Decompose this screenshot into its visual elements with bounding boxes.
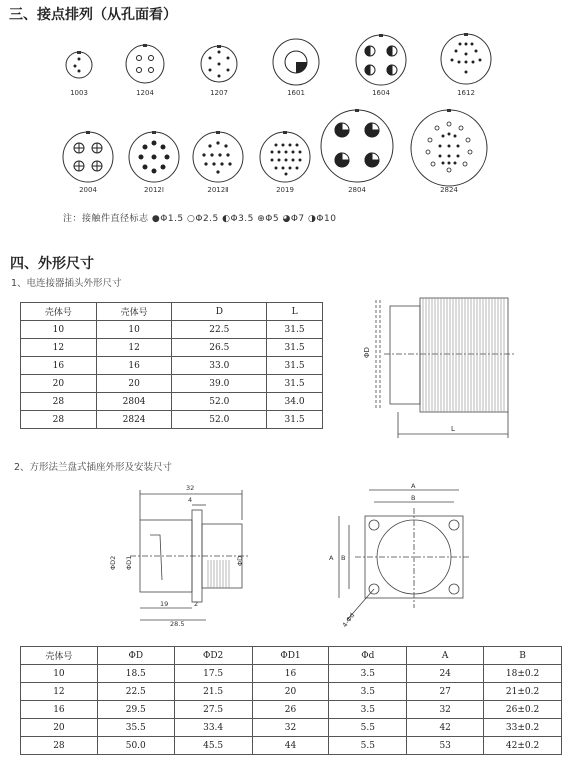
table-cell: 16 [21,701,98,719]
plug-dimension-table [20,302,323,429]
table-cell: 33.0 [172,357,267,375]
contact-label: 2012Ⅱ [207,186,229,194]
table-row [21,339,323,357]
table-row [21,683,562,701]
dim-a-side: A [329,554,334,562]
dim-b-side: B [341,554,346,562]
contact-label: 2012Ⅰ [144,186,164,194]
table-cell: 31.5 [267,411,323,429]
table-cell: 21±0.2 [484,683,562,701]
table-cell: 27.5 [174,701,252,719]
table-cell: 28 [21,737,98,755]
dim-holes: 4-Φd [340,611,357,629]
table-row [21,737,562,755]
contact-label: 2824 [440,186,458,194]
table-row [21,719,562,737]
table-cell: 26±0.2 [484,701,562,719]
contact-label: 1207 [210,89,228,97]
table-cell: 32 [252,719,329,737]
table-cell: 20 [21,719,98,737]
contact-label: 1204 [136,89,154,97]
legend-item: ○Φ2.5 [187,214,219,224]
dim-28-5: 28.5 [170,620,185,628]
contact-1604-outline [356,35,406,85]
table-cell: 2824 [96,411,172,429]
table-cell: 22.5 [97,683,174,701]
table-row [21,375,323,393]
table-cell: 53 [407,737,484,755]
table-cell: 16 [252,665,329,683]
table-cell: 44 [252,737,329,755]
socket-front-drawing [325,480,470,630]
dim-b-top: B [411,494,416,502]
table-cell: 2804 [96,393,172,411]
table-cell: 17.5 [174,665,252,683]
dim-d-label: ΦD [363,347,371,358]
table-row [21,393,323,411]
contact-label: 2019 [276,186,294,194]
table-row [21,665,562,683]
table-cell: 12 [21,339,97,357]
table-cell: 31.5 [267,357,323,375]
part1-caption: 1、电连接器插头外形尺寸 [11,278,122,289]
table-cell: 35.5 [97,719,174,737]
contact-label: 2004 [79,186,97,194]
table-row [21,701,562,719]
table-header: 壳体号 [21,303,97,321]
table-cell: 26.5 [172,339,267,357]
table-cell: 10 [96,321,172,339]
table-cell: 20 [252,683,329,701]
dim-d: ΦD [236,555,244,566]
legend-prefix: 注：接触件直径标志 [63,214,149,224]
contact-1204-outline [126,45,164,83]
table-cell: 32 [407,701,484,719]
table-cell: 5.5 [329,719,407,737]
table-cell: 27 [407,683,484,701]
contact-label: 2804 [348,186,366,194]
dim-4: 4 [188,496,193,504]
dim-2: 2 [194,600,199,608]
socket-dimension-table [20,646,562,755]
dim-d1: ΦD1 [125,555,133,570]
section-title-dimensions: 四、外形尺寸 [10,256,94,272]
table-cell: 22.5 [172,321,267,339]
table-cell: 18.5 [97,665,174,683]
legend-item: ◑Φ10 [308,214,337,224]
table-cell: 10 [21,321,97,339]
table-cell: 52.0 [172,393,267,411]
socket-side-drawing [110,480,260,630]
table-cell: 10 [21,665,98,683]
table-cell: 3.5 [329,701,407,719]
table-cell: 3.5 [329,665,407,683]
legend-item: ◕Φ7 [282,214,305,224]
table-row [21,411,323,429]
table-cell: 28 [21,393,97,411]
table-header: L [267,303,323,321]
table-header: ΦD2 [174,647,252,665]
dim-32: 32 [186,484,195,492]
table-header: Φd [329,647,407,665]
contact-label: 1604 [372,89,390,97]
table-header: ΦD [97,647,174,665]
table-cell: 12 [21,683,98,701]
table-header: B [484,647,562,665]
table-cell: 31.5 [267,375,323,393]
contact-1612-outline [441,34,491,84]
table-cell: 24 [407,665,484,683]
contact-1003-outline [66,52,92,78]
table-cell: 34.0 [267,393,323,411]
table-cell: 45.5 [174,737,252,755]
part2-caption: 2、方形法兰盘式插座外形及安装尺寸 [14,462,173,473]
table-header: 壳体号 [96,303,172,321]
table-header: ΦD1 [252,647,329,665]
table-header: A [407,647,484,665]
table-row [21,321,323,339]
table-cell: 31.5 [267,339,323,357]
table-cell: 16 [21,357,97,375]
dim-19: 19 [160,600,169,608]
table-cell: 42±0.2 [484,737,562,755]
table-cell: 20 [21,375,97,393]
legend-item: ◐Φ3.5 [222,214,254,224]
table-cell: 31.5 [267,321,323,339]
table-cell: 33±0.2 [484,719,562,737]
table-cell: 50.0 [97,737,174,755]
table-cell: 5.5 [329,737,407,755]
dim-l-label: L [451,425,455,433]
table-header: D [172,303,267,321]
contact-label: 1003 [70,89,88,97]
table-header: 壳体号 [21,647,98,665]
table-cell: 29.5 [97,701,174,719]
contact-2012-2-outline [193,132,243,182]
section-title-contacts: 三、接点排列（从孔面看） [9,7,177,23]
dim-a-top: A [411,482,416,490]
table-cell: 20 [96,375,172,393]
table-cell: 52.0 [172,411,267,429]
dim-d2: ΦD2 [109,555,117,570]
table-cell: 39.0 [172,375,267,393]
contact-label: 1612 [457,89,475,97]
table-cell: 12 [96,339,172,357]
table-cell: 16 [96,357,172,375]
contact-label: 1601 [287,89,305,97]
table-cell: 42 [407,719,484,737]
legend-item: ⊕Φ5 [257,214,280,224]
table-cell: 26 [252,701,329,719]
table-cell: 21.5 [174,683,252,701]
plug-outline-drawing [360,288,520,443]
table-cell: 3.5 [329,683,407,701]
table-cell: 33.4 [174,719,252,737]
contact-2804-outline [321,110,393,182]
table-cell: 28 [21,411,97,429]
table-cell: 18±0.2 [484,665,562,683]
legend-item: ●Φ1.5 [151,214,184,224]
contact-2824-outline [411,110,487,186]
table-row [21,357,323,375]
contact-arrangements [0,25,582,230]
contact-legend [63,211,336,224]
contact-2004-outline [63,132,113,182]
